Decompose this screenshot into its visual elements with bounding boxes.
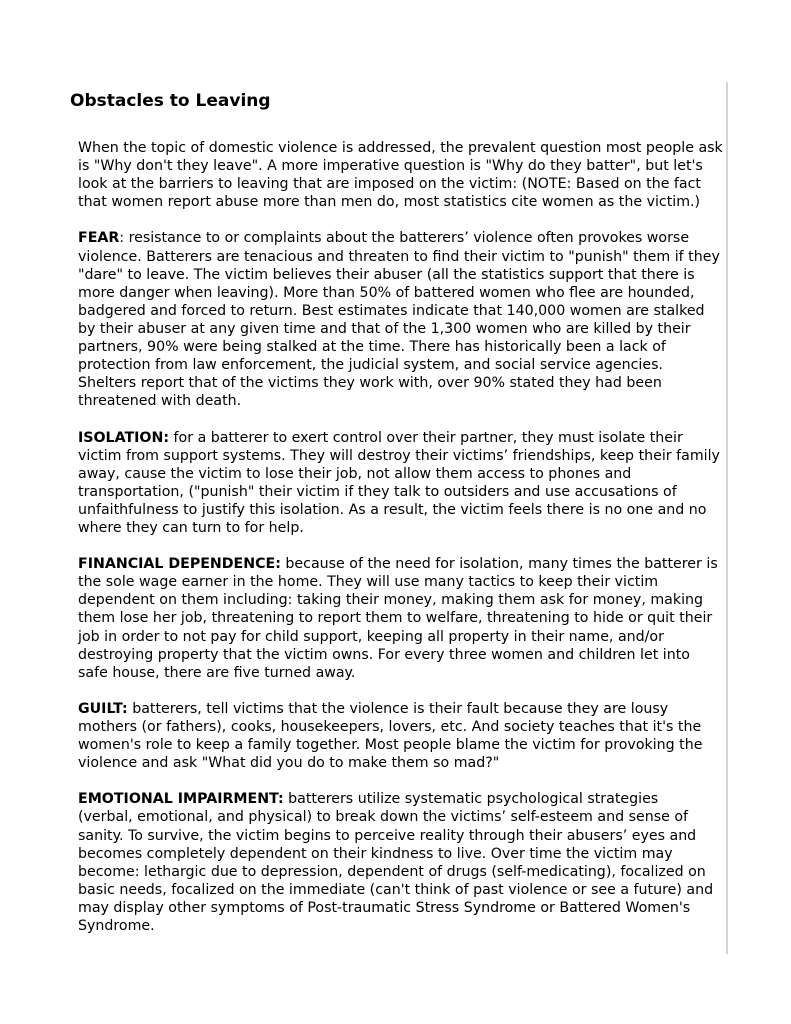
emotional-impairment-paragraph [78, 790, 728, 935]
guilt-line: mothers (or fathers), cooks, housekeepers, lovers, etc. And society teaches that it's the [78, 719, 702, 735]
page-title: Obstacles to Leaving [70, 91, 271, 111]
fear-line: "dare" to leave. The victim believes their abuser (all the statistics support that there is [78, 266, 695, 283]
isolation-line: away, cause the victim to lose their job, not allow them access to phones and [78, 465, 632, 482]
isolation-first-text: for a batterer to exert control over their partner, they must isolate their [169, 429, 683, 446]
emotional-impairment-line: becomes completely dependent on their kindness to live. Over time the victim may [78, 845, 673, 862]
guilt-line: women's role to keep a family together. Most people blame the victim for provoking the [78, 737, 703, 754]
emotional-impairment-line: sanity. To survive, the victim begins to perceive reality through their abusers’ eyes and [78, 827, 697, 844]
fear-line: badgered and forced to return. Best estimates indicate that 140,000 women are stalked [78, 302, 705, 319]
fear-line: protection from law enforcement, the judicial system, and social service agencies. [78, 357, 663, 374]
financial-dependence-term: FINANCIAL DEPENDENCE: [78, 556, 281, 573]
financial-dependence-line: safe house, there are five turned away. [78, 664, 356, 681]
isolation-line: victim from support systems. They will destroy their victims’ friendships, keep their family [78, 447, 720, 464]
fear-paragraph [78, 229, 728, 410]
isolation-paragraph [78, 429, 728, 538]
financial-dependence-paragraph [78, 555, 728, 682]
financial-dependence-line: the sole wage earner in the home. They will use many tactics to keep their victim [78, 574, 659, 591]
fear-first-text: : resistance to or complaints about the batterers’ violence often provokes worse [119, 230, 690, 247]
financial-dependence-line: them lose her job, threatening to report them to welfare, threatening to hide or quit their [78, 610, 713, 627]
isolation-term: ISOLATION: [78, 429, 170, 446]
intro-paragraph [78, 139, 728, 211]
guilt-term: GUILT: [78, 700, 128, 717]
financial-dependence-line: dependent on them including: taking their money, making them ask for money, making [78, 592, 704, 609]
fear-line: by their abuser at any given time and that of the 1,300 women who are killed by their [78, 320, 691, 337]
fear-first-line [78, 229, 728, 247]
emotional-impairment-line: may display other symptoms of Post-traumatic Stress Syndrome or Battered Women's [78, 899, 691, 916]
emotional-impairment-first-line [78, 790, 728, 808]
emotional-impairment-line: Syndrome. [78, 918, 155, 935]
fear-line: Shelters report that of the victims they work with, over 90% stated they had been [78, 375, 662, 392]
intro-line: When the topic of domestic violence is addressed, the prevalent question most people ask [78, 140, 723, 156]
isolation-first-line [78, 429, 728, 447]
guilt-line: violence and ask "What did you do to make them so mad?" [78, 755, 500, 772]
financial-dependence-first-text: because of the need for isolation, many times the batterer is [280, 556, 718, 573]
intro-line: that women report abuse more than men do, most statistics cite women as the victim.) [78, 194, 701, 211]
fear-line: more danger when leaving). More than 50% of battered women who flee are hounded, [78, 284, 695, 301]
fear-line: partners, 90% were being stalked at the time. There has historically been a lack of [78, 339, 666, 356]
emotional-impairment-line: basic needs, focalized on the immediate (can't think of past violence or see a future) and [78, 881, 714, 898]
intro-line: is "Why don't they leave". A more imperative question is "Why do they batter", but let's [78, 158, 703, 175]
isolation-line: transportation, ("punish" their victim if they talk to outsiders and use accusations of [78, 483, 677, 500]
document-body [78, 139, 728, 953]
intro-line: look at the barriers to leaving that are imposed on the victim: (NOTE: Based on the fact [78, 176, 701, 193]
guilt-paragraph [78, 700, 728, 772]
emotional-impairment-line: (verbal, emotional, and physical) to break down the victims’ self-esteem and sense of [78, 809, 688, 826]
emotional-impairment-line: become: lethargic due to depression, dependent of drugs (self-medicating), focalized on [78, 863, 706, 880]
guilt-first-text: batterers, tell victims that the violence is their fault because they are lousy [127, 700, 669, 717]
emotional-impairment-first-text: batterers utilize systematic psychological strategies [283, 791, 659, 808]
financial-dependence-line: destroying property that the victim owns. For every three women and children let into [78, 646, 690, 663]
isolation-line: unfaithfulness to justify this isolation. As a result, the victim feels there is no one and no [78, 501, 707, 518]
financial-dependence-first-line [78, 555, 728, 573]
fear-line: violence. Batterers are tenacious and threaten to find their victim to "punish" them if they [78, 248, 720, 265]
financial-dependence-line: job in order to not pay for child support, keeping all property in their name, and/or [78, 628, 664, 645]
fear-term: FEAR [78, 230, 120, 247]
emotional-impairment-term: EMOTIONAL IMPAIRMENT: [78, 791, 284, 808]
fear-line: threatened with death. [78, 393, 242, 410]
guilt-first-line [78, 700, 728, 718]
isolation-line: where they can turn to for help. [78, 519, 304, 536]
